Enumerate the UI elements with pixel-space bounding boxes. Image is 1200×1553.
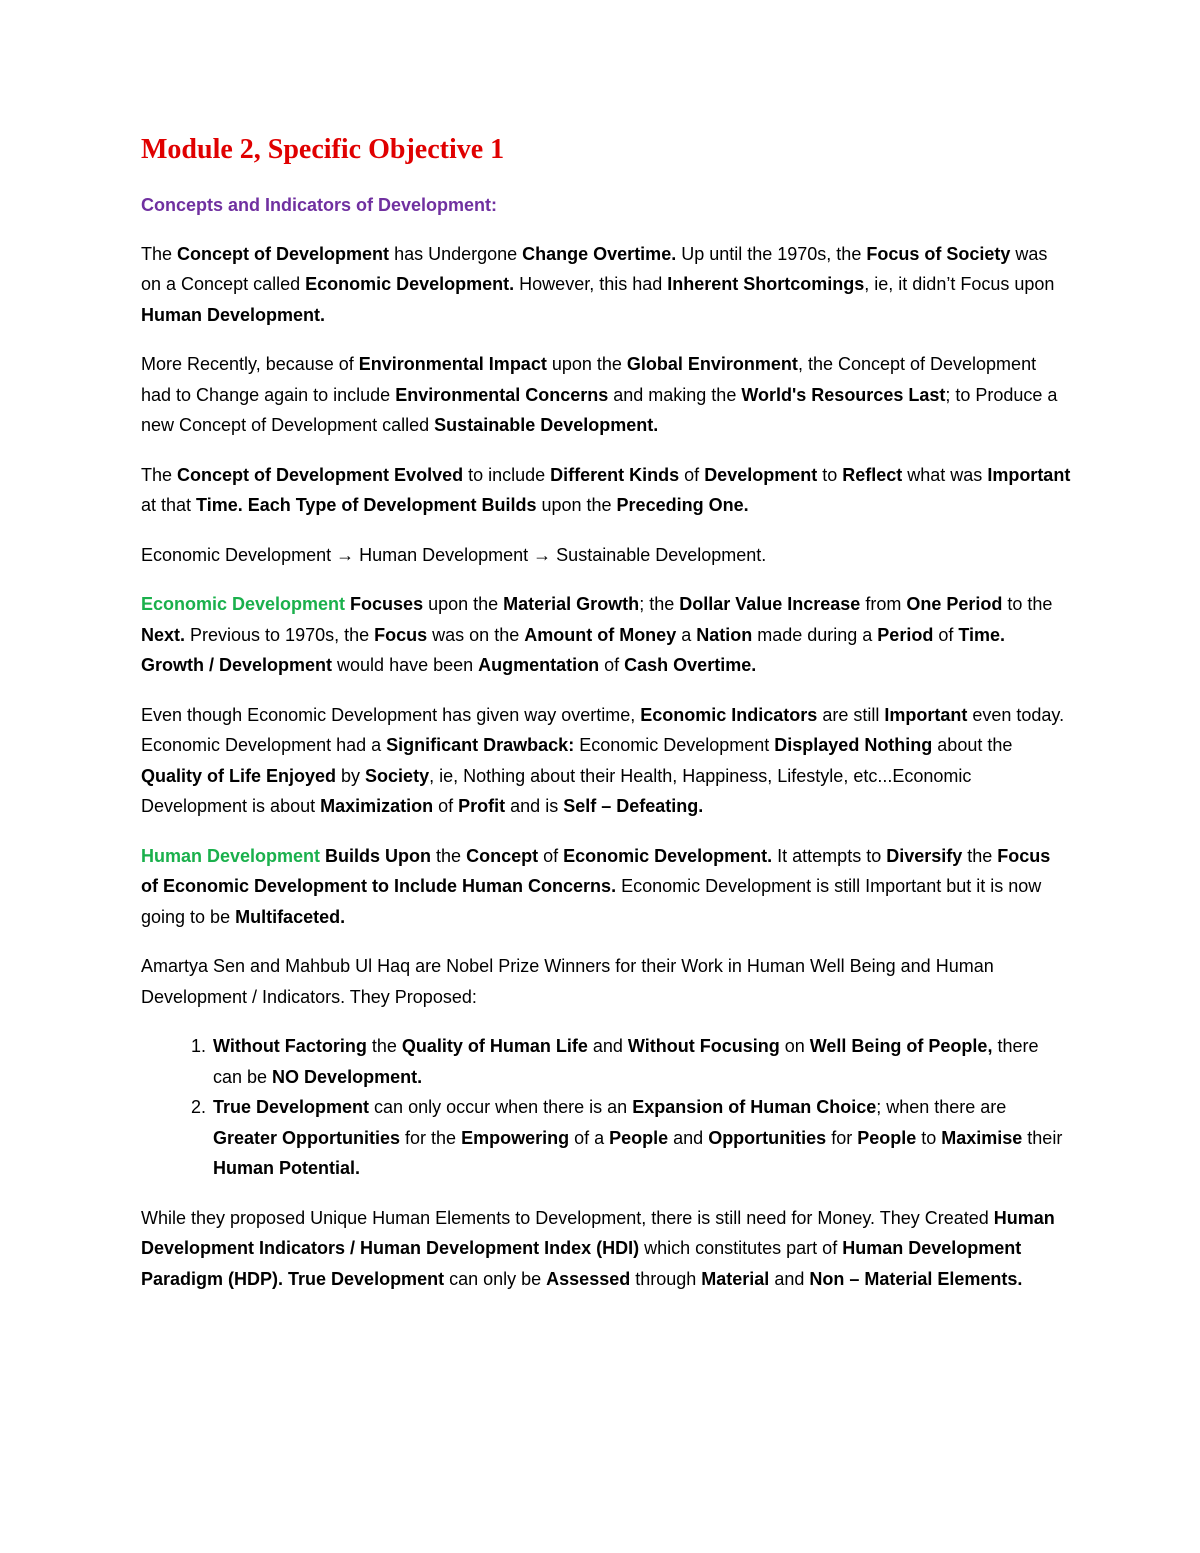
- text-run: for the: [400, 1127, 462, 1148]
- bold-text: Displayed Nothing: [774, 735, 933, 755]
- bold-text: Concept: [466, 845, 539, 866]
- paragraph: [141, 540, 1071, 571]
- bold-text: Profit: [458, 796, 506, 816]
- text-run: the: [366, 1036, 402, 1056]
- text-run: and: [769, 1268, 810, 1289]
- text-run: and: [587, 1036, 628, 1056]
- text-run: upon the: [423, 594, 504, 614]
- text-run: Economic Development is still Important but it is now going to be: [141, 876, 1042, 927]
- text-run: to include: [463, 464, 551, 485]
- bold-text: World's Resources Last: [741, 384, 946, 405]
- paragraph: [141, 349, 1071, 441]
- text-run: , ie, it didn’t Focus upon: [864, 274, 1055, 294]
- text-run: The: [141, 243, 178, 264]
- bold-text: Environmental Concerns: [395, 384, 609, 405]
- text-run: to: [817, 464, 843, 485]
- bold-text: Human Potential.: [213, 1158, 361, 1178]
- bold-text: Nation: [696, 624, 753, 645]
- bold-text: Significant Drawback:: [386, 735, 575, 755]
- bold-text: Period: [877, 624, 934, 645]
- paragraph: [141, 951, 1071, 1012]
- text-run: and is: [505, 796, 564, 816]
- bold-text: Important: [884, 704, 968, 725]
- term-heading: Economic Development: [141, 594, 346, 614]
- text-run: by: [336, 765, 366, 786]
- bold-text: Focus of Economic Development to Include Human Concerns.: [141, 845, 1051, 896]
- text-run: ; when there are: [876, 1097, 1007, 1117]
- paragraph: [141, 239, 1071, 331]
- paragraph: [141, 460, 1071, 521]
- bold-text: Maximization: [320, 796, 434, 816]
- text-run: of: [679, 464, 705, 485]
- bold-text: Preceding One.: [616, 495, 749, 515]
- bold-text: Builds Upon: [320, 845, 432, 866]
- term-heading: Human Development: [141, 845, 321, 866]
- text-run: what was: [902, 464, 988, 485]
- bold-text: Economic Development.: [563, 845, 773, 866]
- bold-text: Empowering: [461, 1127, 570, 1148]
- text-run: of: [538, 845, 564, 866]
- bold-text: Concept of Development Evolved: [177, 464, 464, 485]
- bold-text: Global Environment: [626, 354, 798, 374]
- list-item: [211, 1031, 1071, 1092]
- bold-text: Non – Material Elements.: [809, 1268, 1023, 1289]
- text-run: Up until the 1970s, the: [676, 243, 867, 264]
- text-run: made during a: [752, 624, 878, 645]
- bold-text: Human Development Indicators / Human Development Index (HDI): [141, 1207, 1055, 1258]
- bold-text: Augmentation: [478, 655, 600, 675]
- text-run: at that: [141, 495, 197, 515]
- bold-text: Material: [701, 1268, 770, 1289]
- bold-text: Dollar Value Increase: [679, 594, 861, 614]
- text-run: , ie, Nothing about their Health, Happiness, Lifestyle, etc...Economic Development is about: [141, 765, 972, 816]
- text-run: Economic Development: [574, 735, 775, 755]
- text-run: ; to Produce a new Concept of Development called: [141, 384, 1058, 435]
- text-run: , the Concept of Development had to Change again to include: [141, 354, 1037, 405]
- bold-text: Greater Opportunities: [213, 1127, 401, 1148]
- bold-text: Next.: [141, 624, 186, 645]
- page-title: Module 2, Specific Objective 1: [141, 134, 505, 165]
- bold-text: True Development: [213, 1097, 370, 1117]
- text-run: While they proposed Unique Human Elements to Development, there is still need for Money. They Created: [141, 1207, 994, 1228]
- bold-text: Human Development.: [141, 304, 326, 325]
- text-run: are still: [817, 704, 885, 725]
- bold-text: Amount of Money: [524, 624, 677, 645]
- document-page: [141, 130, 1071, 1313]
- text-run: on: [779, 1036, 810, 1056]
- bold-text: One Period: [906, 594, 1003, 614]
- text-run: Even though Economic Development has given way overtime,: [141, 704, 641, 725]
- text-run: of a: [569, 1127, 610, 1148]
- text-run: for: [826, 1127, 858, 1148]
- bold-text: Sustainable Development.: [434, 415, 659, 435]
- text-run: The: [141, 464, 178, 485]
- bold-text: Environmental Impact: [358, 354, 547, 374]
- text-run: of: [433, 796, 459, 816]
- list-item: [211, 1092, 1071, 1184]
- bold-text: Development: [704, 464, 818, 485]
- bold-text: Cash Overtime.: [624, 655, 757, 675]
- text-run: However, this had: [514, 274, 668, 294]
- bold-text: Different Kinds: [550, 464, 680, 485]
- bold-text: Economic Development.: [305, 274, 515, 294]
- text-run: a: [676, 624, 697, 645]
- bold-text: Inherent Shortcomings: [667, 274, 865, 294]
- text-run: More Recently, because of: [141, 354, 359, 374]
- text-run: through: [630, 1268, 702, 1289]
- bold-text: Quality of Life Enjoyed: [141, 765, 337, 786]
- text-run: of: [599, 655, 625, 675]
- text-run: from: [860, 594, 907, 614]
- paragraph: [141, 589, 1071, 681]
- text-run: to: [916, 1127, 942, 1148]
- text-run: and: [668, 1127, 709, 1148]
- bold-text: Without Focusing: [627, 1036, 780, 1056]
- bold-text: Concept of Development: [177, 243, 390, 264]
- text-run: Amartya Sen and Mahbub Ul Haq are Nobel Prize Winners for their Work in Human Well Being and Human Development / Indicators. They Proposed:: [141, 956, 994, 1007]
- text-run: ; the: [639, 594, 680, 614]
- text-run: of: [933, 624, 959, 645]
- body-paragraphs: [141, 239, 1071, 1013]
- bold-text: Diversify: [886, 845, 963, 866]
- text-run: can only be: [444, 1268, 547, 1289]
- proposal-list: [141, 1031, 1071, 1184]
- bold-text: Quality of Human Life: [401, 1036, 588, 1056]
- bold-text: Well Being of People,: [809, 1036, 993, 1056]
- text-run: the: [431, 845, 467, 866]
- text-run: about the: [932, 735, 1013, 755]
- bold-text: Economic Indicators: [640, 704, 818, 725]
- text-run: can only occur when there is an: [369, 1097, 633, 1117]
- bold-text: Without Factoring: [213, 1036, 367, 1056]
- text-run: even today. Economic Development had a: [141, 704, 1065, 755]
- text-run: upon the: [546, 354, 627, 374]
- text-run: to the: [1002, 594, 1053, 614]
- text-run: upon the: [536, 495, 617, 515]
- bold-text: Expansion of Human Choice: [632, 1097, 877, 1117]
- bold-text: Focuses: [345, 594, 424, 614]
- text-run: there can be: [213, 1036, 1039, 1087]
- bold-text: Change Overtime.: [522, 243, 677, 264]
- text-run: would have been: [332, 655, 479, 675]
- section-subtitle: Concepts and Indicators of Development:: [141, 195, 498, 215]
- text-run: Economic Development → Human Development → Sustainable Development.: [141, 544, 767, 565]
- bold-text: NO Development.: [272, 1066, 423, 1087]
- text-run: the: [962, 845, 998, 866]
- bold-text: Reflect: [842, 464, 903, 485]
- bold-text: Self – Defeating.: [563, 796, 704, 816]
- bold-text: Opportunities: [708, 1127, 827, 1148]
- bold-text: Assessed: [546, 1268, 631, 1289]
- text-run: their: [1022, 1127, 1063, 1148]
- text-run: which constitutes part of: [639, 1238, 843, 1258]
- bold-text: Maximise: [941, 1127, 1023, 1148]
- text-run: Previous to 1970s, the: [185, 624, 375, 645]
- bold-text: Focus: [374, 624, 428, 645]
- bold-text: Focus of Society: [866, 243, 1011, 264]
- text-run: and making the: [608, 384, 742, 405]
- closing-paragraph: [141, 1203, 1071, 1295]
- paragraph: [141, 841, 1071, 933]
- bold-text: Human Development Paradigm (HDP). True Development: [141, 1238, 1022, 1289]
- bold-text: People: [857, 1127, 917, 1148]
- text-run: was on a Concept called: [141, 243, 1048, 294]
- text-run: It attempts to: [772, 845, 887, 866]
- bold-text: Multifaceted.: [235, 906, 346, 927]
- paragraph: [141, 700, 1071, 822]
- bold-text: Time. Each Type of Development Builds: [196, 495, 537, 515]
- text-run: has Undergone: [389, 243, 523, 264]
- bold-text: Material Growth: [503, 594, 640, 614]
- text-run: was on the: [427, 624, 525, 645]
- bold-text: Important: [987, 464, 1071, 485]
- bold-text: Society: [365, 765, 430, 786]
- bold-text: Time. Growth / Development: [141, 624, 1006, 675]
- bold-text: People: [609, 1127, 669, 1148]
